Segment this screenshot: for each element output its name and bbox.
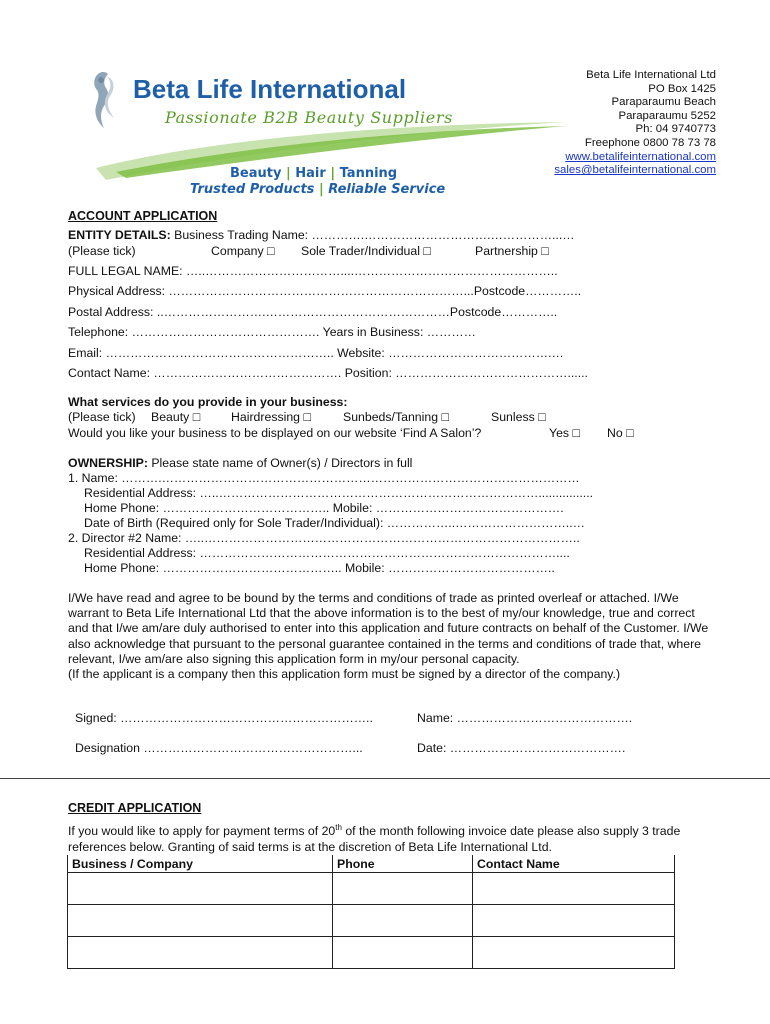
credit-text-end: of the month following invoice date please also supply 3 trade references below. Granting of said terms is at the discretion of Beta Life International Ltd.: [68, 824, 681, 854]
slogan-reliable: Reliable Service: [328, 182, 446, 197]
reference-phone-cell[interactable]: [333, 905, 473, 937]
signer-name-field[interactable]: Name: …………………………………….: [417, 711, 633, 725]
sole-trader-checkbox[interactable]: Sole Trader/Individual □: [301, 244, 431, 258]
category-separator: |: [285, 166, 291, 181]
director2-phone-field[interactable]: Home Phone: …………………………………….. Mobile: …………………………………..: [84, 561, 555, 575]
reference-contact-cell[interactable]: [473, 905, 675, 937]
table-row: [68, 905, 675, 937]
slogan-trusted: Trusted Products: [190, 182, 315, 197]
column-header-business: Business / Company: [68, 855, 333, 873]
ownership-heading: [68, 456, 412, 470]
address-line: Beta Life International Ltd: [586, 69, 716, 81]
full-legal-name-field[interactable]: FULL LEGAL NAME: …..……………………………....…………………………………………..: [68, 264, 558, 278]
company-checkbox[interactable]: Company □: [211, 244, 275, 258]
sunbeds-tanning-checkbox[interactable]: Sunbeds/Tanning □: [343, 410, 449, 424]
physical-address-field[interactable]: Physical Address: ………………………………………………………………...Postcode…………..: [68, 284, 582, 298]
beauty-checkbox[interactable]: Beauty □: [151, 410, 201, 424]
agreement-note: (If the applicant is a company then this application form must be signed by a director of the company.): [68, 667, 621, 682]
telephone-field[interactable]: Telephone: ………………………………………. Years in Business: …………: [68, 325, 476, 339]
category-tanning: Tanning: [339, 166, 398, 181]
phone-line: Ph: 04 9740773: [635, 123, 716, 136]
owner1-phone-field[interactable]: Home Phone: ………………………………….. Mobile: ……………………………………….: [84, 501, 564, 515]
email-link[interactable]: sales@betalifeinternational.com: [554, 164, 716, 177]
table-row: [68, 873, 675, 905]
sunless-checkbox[interactable]: Sunless □: [491, 410, 546, 424]
category-beauty: Beauty: [230, 166, 282, 181]
date-field[interactable]: Date: …………………………………….: [417, 741, 626, 755]
company-address-block: [554, 69, 716, 178]
signed-field[interactable]: Signed: ……………………………………………………..: [75, 711, 373, 725]
find-a-salon-question: Would you like your business to be displayed on our website ‘Find A Salon’?: [68, 426, 482, 440]
reference-business-cell[interactable]: [68, 905, 333, 937]
email-field[interactable]: Email: ……………………………………………….. Website: ………………………………….…: [68, 346, 564, 360]
website-link[interactable]: www.betalifeinternational.com: [565, 150, 716, 163]
column-header-phone: Phone: [333, 855, 473, 873]
display-no-checkbox[interactable]: No □: [607, 426, 634, 440]
entity-please-tick: (Please tick): [68, 244, 136, 258]
brand-tagline: Passionate B2B Beauty Suppliers: [165, 108, 453, 127]
designation-field[interactable]: Designation ……………………………………………...: [75, 741, 363, 755]
owner1-address-field[interactable]: Residential Address: …..……………………………………………………………………................: [84, 486, 594, 500]
product-categories: [230, 166, 397, 181]
ownership-instruction: Please state name of Owner(s) / Directors in full: [147, 456, 413, 470]
reference-phone-cell[interactable]: [333, 937, 473, 969]
reference-contact-cell[interactable]: [473, 873, 675, 905]
entity-details-line[interactable]: [68, 228, 575, 242]
postal-address-field[interactable]: Postal Address: ..…………………….………………………………………Postcode…………..: [68, 305, 558, 319]
reference-phone-cell[interactable]: [333, 873, 473, 905]
reference-business-cell[interactable]: [68, 937, 333, 969]
account-application-title: ACCOUNT APPLICATION: [68, 209, 218, 223]
address-line: PO Box 1425: [648, 82, 716, 95]
entity-details-label: ENTITY DETAILS:: [68, 228, 171, 242]
contact-name-field[interactable]: Contact Name: ………………………………………. Position: ……………………………………......: [68, 366, 588, 380]
owner1-name-field[interactable]: 1. Name: ……….…………………………………………………………………………………………: [68, 471, 580, 485]
reference-business-cell[interactable]: [68, 873, 333, 905]
services-please-tick: (Please tick): [68, 410, 136, 424]
director2-name-field[interactable]: 2. Director #2 Name: …..………………………………………………………………………………..: [68, 531, 580, 545]
slogan-separator: |: [318, 182, 324, 197]
display-yes-checkbox[interactable]: Yes □: [549, 426, 580, 440]
credit-text-start: If you would like to apply for payment terms of 20: [68, 824, 336, 839]
category-hair: Hair: [295, 166, 326, 181]
ownership-label: OWNERSHIP:: [68, 456, 148, 470]
agreement-text: I/We have read and agree to be bound by the terms and conditions of trade as printed overleaf or attached. I/We warrant to Beta Life International Ltd that the above information is to the best of my/our knowledge, true and correct and that I/we am/are duly authorised to enter into this application and future contracts on behalf of the Customer. I/We also acknowledge that pursuant to the personal guarantee contained in the terms and conditions of trade that, where relevant, I/we am/are also signing this application form in my/our personal capacity.: [68, 591, 709, 666]
business-trading-name-field: Business Trading Name: ………….………………………….……………...…: [170, 228, 575, 242]
table-header-row: [68, 855, 675, 873]
category-separator: |: [330, 166, 336, 181]
address-line: Paraparaumu Beach: [611, 96, 716, 109]
hairdressing-checkbox[interactable]: Hairdressing □: [231, 410, 311, 424]
agreement-paragraph: [68, 591, 718, 682]
table-row: [68, 937, 675, 969]
partnership-checkbox[interactable]: Partnership □: [475, 244, 549, 258]
credit-text-superscript: th: [335, 823, 342, 832]
freephone-line: Freephone 0800 78 73 78: [584, 136, 716, 149]
director2-address-field[interactable]: Residential Address: ……………………………………………………………………………....: [84, 546, 570, 560]
date-of-birth-field[interactable]: Date of Birth (Required only for Sole Trader/Individual): ……………..………………………..…: [84, 516, 585, 530]
services-question: What services do you provide in your business:: [68, 395, 348, 409]
address-line: Paraparaumu 5252: [618, 109, 716, 122]
brand-name: Beta Life International: [133, 74, 407, 104]
credit-application-title: CREDIT APPLICATION: [68, 801, 202, 815]
trade-references-table: [67, 855, 675, 969]
column-header-contact: Contact Name: [473, 855, 675, 873]
slogan: [190, 182, 445, 197]
credit-paragraph: [68, 820, 728, 855]
reference-contact-cell[interactable]: [473, 937, 675, 969]
section-divider: [0, 778, 770, 779]
